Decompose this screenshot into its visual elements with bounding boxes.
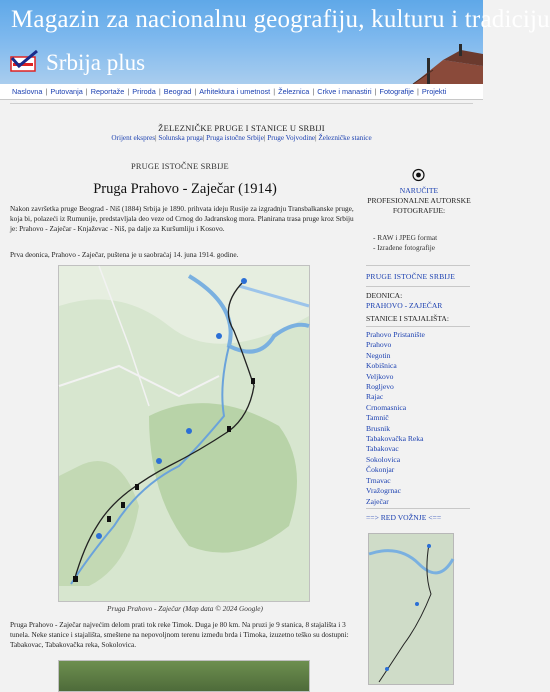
station-link[interactable]: Rajac [366, 392, 384, 402]
sidebar-divider [366, 286, 470, 287]
station-photo[interactable] [58, 660, 310, 692]
nav-beograd[interactable]: Beograd [163, 87, 192, 96]
order-item: - Izrađene fotografije [373, 243, 435, 252]
route-map[interactable] [58, 265, 310, 602]
link-zeleznicke-stanice[interactable]: Železničke stanice [318, 134, 372, 142]
nav-projekti[interactable]: Projekti [421, 87, 447, 96]
station-link[interactable]: Crnomasnica [366, 402, 407, 412]
link-pruge-vojvodine[interactable]: Pruge Vojvodine [267, 134, 316, 142]
timetable-link[interactable]: ==> RED VOŽNJE <== [366, 513, 442, 522]
nav-crkve[interactable]: Crkve i manastiri [317, 87, 372, 96]
route-section [366, 291, 442, 311]
order-list [373, 233, 437, 253]
nav-reportaze[interactable]: Reportaže [90, 87, 125, 96]
link-orijent-ekspres[interactable]: Orijent ekspres [111, 134, 156, 142]
station-link[interactable]: Kobišnica [366, 361, 397, 371]
rooftop-decoration [343, 40, 483, 84]
stations-title: STANICE I STAJALIŠTA: [366, 314, 449, 323]
page-title: Pruga Prahovo - Zaječar (1914) [93, 181, 277, 197]
station-list [366, 330, 425, 507]
sidebar-divider [366, 508, 470, 509]
map-caption: Pruga Prahovo - Zaječar (Map data © 2024 Google) [107, 604, 263, 613]
station-link[interactable]: Rogljevo [366, 382, 394, 392]
station-link[interactable]: Prahovo Pristanište [366, 330, 425, 339]
station-link[interactable]: Tabakovačka Reka [366, 434, 424, 444]
nav-divider [10, 103, 473, 104]
nav-fotografije[interactable]: Fotografije [379, 87, 414, 96]
main-nav: Naslovna | Putovanja | Reportaže | Priroda | Beograd | Arhitektura i umetnost | Železnica | Crkve i manastiri | Fotografije | Projekti [0, 84, 483, 100]
section-title: ŽELEZNIČKE PRUGE I STANICE U SRBIJI [158, 123, 325, 133]
sidebar-divider [366, 326, 470, 327]
route-section-label: DEONICA: [366, 291, 403, 300]
site-subtitle[interactable]: Srbija plus [46, 50, 146, 75]
order-item: - RAW i JPEG format [373, 233, 438, 242]
station-link[interactable]: Veljkovo [366, 371, 394, 381]
station-link[interactable]: Brusnik [366, 423, 391, 433]
camera-icon [412, 169, 425, 181]
check-logo-icon[interactable] [9, 49, 39, 73]
sidebar-heading[interactable]: PRUGE ISTOČNE SRBIJE [366, 272, 456, 281]
station-link[interactable]: Trnavac [366, 475, 391, 485]
nav-priroda[interactable]: Priroda [132, 87, 156, 96]
site-header [0, 0, 550, 84]
station-link[interactable]: Negotin [366, 350, 391, 360]
paragraph-first-section: Prva deonica, Prahovo - Zaječar, puštena je u saobraćaj 14. juna 1914. godine. [10, 250, 239, 259]
station-link[interactable]: Tamnič [366, 413, 389, 423]
sidebar-map-thumbnail[interactable] [368, 533, 454, 685]
station-link[interactable]: Zaječar [366, 496, 389, 506]
link-pruga-istocne-srbije[interactable]: Pruga istočne Srbije [206, 134, 264, 142]
order-photos [362, 186, 476, 216]
paragraph-intro: Nakon završetka pruge Beograd - Niš (1884) Srbija je 1890. prihvata ideju Rusije za izgradnju Transbalkanske pruge, koja bi, polazeći iz Rumunije, predstavljala deo veze od Crnog do Jadranskog mora. Planirana trasa pruge kroz Srbiju je: Prahovo - Zaječar - Knjaževac - Niš, pa dalje za Kuršumliju i Kosovo. [10, 204, 354, 234]
section-links: Orijent ekspres| Solunska pruga| Pruga istočne Srbije| Pruge Vojvodine| Železničke stanice [111, 134, 372, 142]
nav-naslovna[interactable]: Naslovna [12, 87, 43, 96]
nav-arhitektura[interactable]: Arhitektura i umetnost [199, 87, 271, 96]
nav-putovanja[interactable]: Putovanja [50, 87, 83, 96]
station-link[interactable]: Prahovo [366, 340, 392, 350]
order-link[interactable]: NARUČITE [399, 186, 439, 195]
article-kicker: PRUGE ISTOČNE SRBIJE [131, 162, 229, 171]
paragraph-route: Pruga Prahovo - Zaječar najvećim delom prati tok reke Timok. Duga je 80 km. Na pruzi je 9 stanica, 8 stajališta i 3 tunela. Neke stanice i stajališta, smeštene na nepovoljnom terenu između brda i Timoka, izuzetno teško su dostupni: Tabakovac, Tabakovačka reka, Sokolovica. [10, 620, 349, 650]
station-link[interactable]: Tabakovac [366, 444, 399, 454]
link-solunska-pruga[interactable]: Solunska pruga [158, 134, 203, 142]
station-link[interactable]: Sokolovica [366, 454, 401, 464]
route-section-value[interactable]: PRAHOVO - ZAJEČAR [366, 301, 443, 310]
site-title[interactable]: Magazin za nacionalnu geografiju, kulturu i tradiciju [11, 6, 550, 33]
nav-zeleznica[interactable]: Železnica [278, 87, 310, 96]
sidebar-divider [366, 265, 470, 266]
station-link[interactable]: Vražogrnac [366, 486, 401, 496]
station-link[interactable]: Čokonjar [366, 465, 395, 475]
order-text: PROFESIONALNE AUTORSKE FOTOGRAFIJE: [367, 196, 471, 215]
